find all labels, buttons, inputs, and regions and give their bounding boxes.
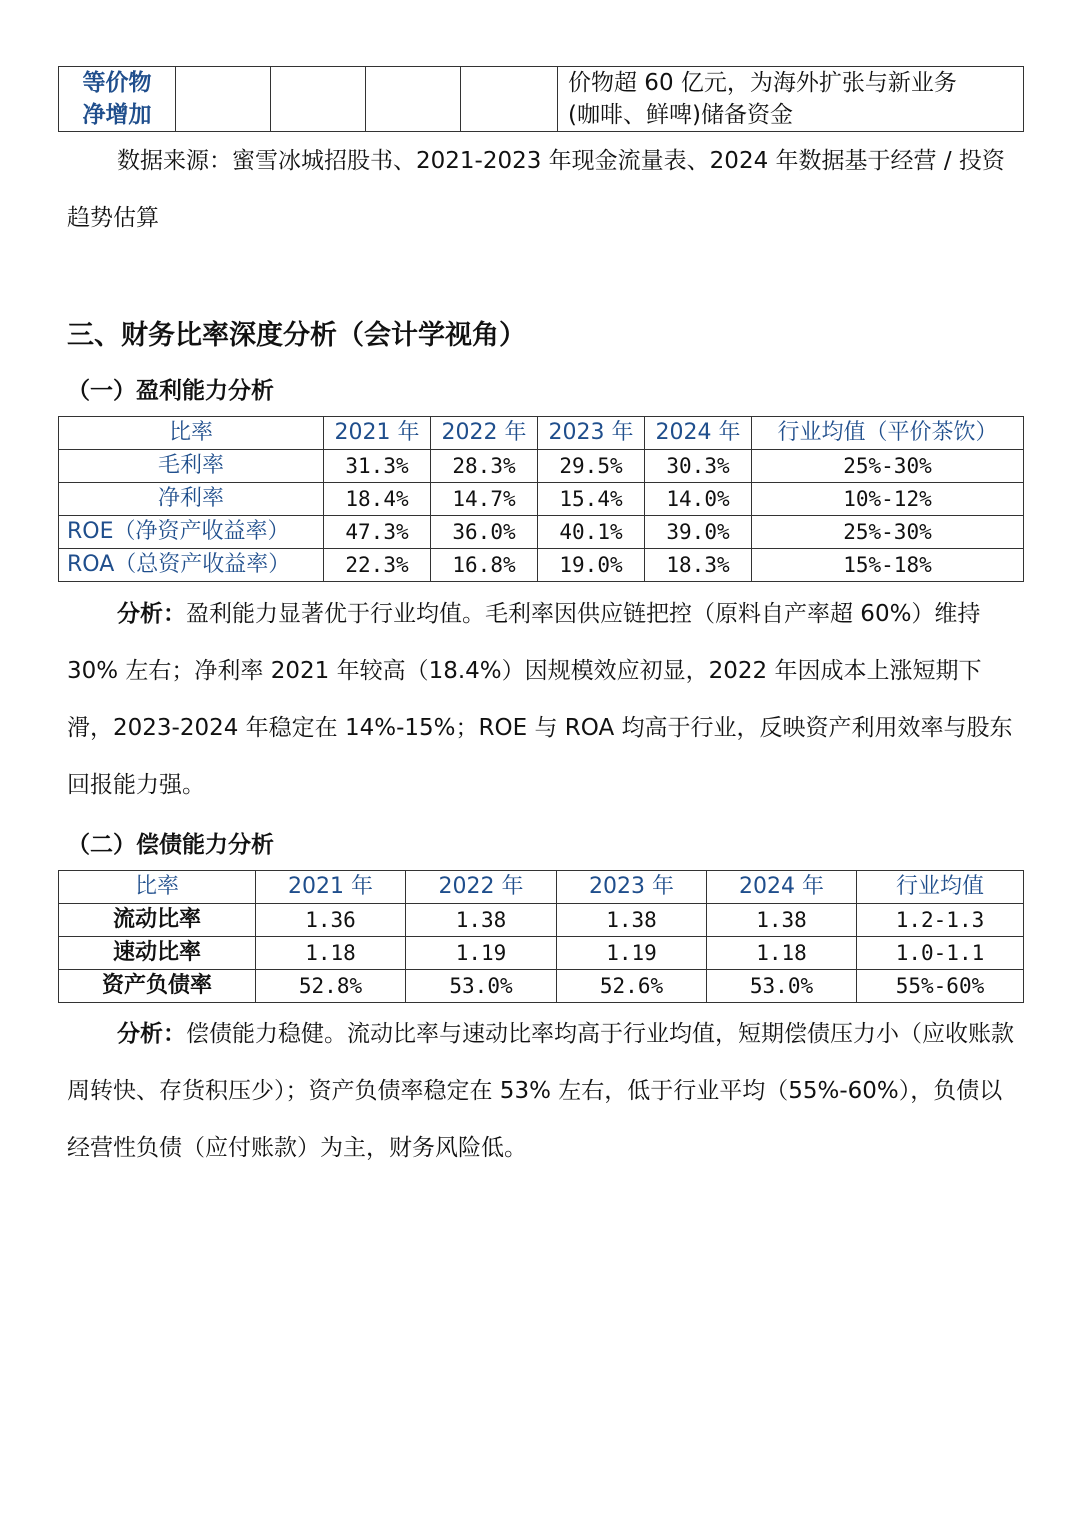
row-label: 流动比率 <box>59 904 256 937</box>
column-header: 2024 年 <box>645 417 752 450</box>
table-cell: 1.18 <box>256 937 406 970</box>
table-row <box>59 970 1024 1003</box>
table-cell: 1.19 <box>557 937 707 970</box>
table-cell: 29.5% <box>538 450 645 483</box>
table-header-row <box>59 417 1024 450</box>
column-header: 2023 年 <box>538 417 645 450</box>
table-cell: 15.4% <box>538 483 645 516</box>
row-label: ROA（总资产收益率） <box>59 549 324 582</box>
table-row <box>59 67 1024 132</box>
table-cell: 40.1% <box>538 516 645 549</box>
table-cell: 1.2-1.3 <box>857 904 1024 937</box>
table-cell: 52.8% <box>256 970 406 1003</box>
table-cell: 22.3% <box>324 549 431 582</box>
row-label <box>59 67 176 132</box>
column-header: 2024 年 <box>707 871 857 904</box>
row-description-line2: (咖啡、鲜啤)储备资金 <box>568 102 793 128</box>
table-cell: 10%-12% <box>752 483 1024 516</box>
table-cell: 53.0% <box>406 970 557 1003</box>
column-header: 比率 <box>59 417 324 450</box>
row-label-line1: 等价物 <box>82 70 152 96</box>
table-row <box>59 483 1024 516</box>
profit-subsection-title: （一）盈利能力分析 <box>67 378 274 404</box>
table-row <box>59 516 1024 549</box>
table-cell: 30.3% <box>645 450 752 483</box>
row-description <box>558 67 1024 132</box>
table-cell: 1.0-1.1 <box>857 937 1024 970</box>
row-label: 毛利率 <box>59 450 324 483</box>
table-header-row <box>59 871 1024 904</box>
section-title: 三、财务比率深度分析（会计学视角） <box>67 320 526 351</box>
profitability-table <box>58 416 1024 582</box>
table-cell: 39.0% <box>645 516 752 549</box>
profit-analysis <box>67 586 1017 814</box>
row-label: ROE（净资产收益率） <box>59 516 324 549</box>
column-header: 2022 年 <box>431 417 538 450</box>
empty-cell <box>366 67 461 132</box>
column-header: 比率 <box>59 871 256 904</box>
source-note: 数据来源：蜜雪冰城招股书、2021-2023 年现金流量表、2024 年数据基于经营 / 投资趋势估算 <box>67 148 1005 231</box>
analysis-text: 偿债能力稳健。流动比率与速动比率均高于行业均值，短期偿债压力小（应收账款周转快、存货积压少）；资产负债率稳定在 53% 左右，低于行业平均（55%-60%），负债以经营性负债（应付账款）为主，财务风险低。 <box>67 1021 1014 1161</box>
table-cell: 1.38 <box>707 904 857 937</box>
row-description-line1: 价物超 60 亿元，为海外扩张与新业务 <box>568 70 957 96</box>
analysis-label: 分析： <box>117 1021 186 1047</box>
table-row <box>59 450 1024 483</box>
cash-flow-table-fragment <box>58 66 1024 132</box>
table-cell: 1.38 <box>557 904 707 937</box>
solvency-subsection-title: （二）偿债能力分析 <box>67 832 274 858</box>
table-cell: 28.3% <box>431 450 538 483</box>
table-cell: 52.6% <box>557 970 707 1003</box>
solvency-table <box>58 870 1024 1003</box>
table-cell: 15%-18% <box>752 549 1024 582</box>
table-cell: 1.38 <box>406 904 557 937</box>
table-cell: 1.36 <box>256 904 406 937</box>
empty-cell <box>271 67 366 132</box>
column-header: 行业均值 <box>857 871 1024 904</box>
table-cell: 14.7% <box>431 483 538 516</box>
analysis-text: 盈利能力显著优于行业均值。毛利率因供应链把控（原料自产率超 60%）维持 30% 左右；净利率 2021 年较高（18.4%）因规模效应初显，2022 年因成本上涨短期下滑，2023-2024 年稳定在 14%-15%；ROE 与 ROA 均高于行业，反映资产利用效率与股东回报能力强。 <box>67 601 1013 798</box>
table-cell: 25%-30% <box>752 516 1024 549</box>
column-header: 2021 年 <box>324 417 431 450</box>
table-cell: 1.19 <box>406 937 557 970</box>
table-cell: 25%-30% <box>752 450 1024 483</box>
table-cell: 53.0% <box>707 970 857 1003</box>
table-cell: 31.3% <box>324 450 431 483</box>
column-header: 2022 年 <box>406 871 557 904</box>
table-row <box>59 549 1024 582</box>
row-label: 资产负债率 <box>59 970 256 1003</box>
analysis-label: 分析： <box>117 601 186 627</box>
table-cell: 14.0% <box>645 483 752 516</box>
table-cell: 19.0% <box>538 549 645 582</box>
row-label: 净利率 <box>59 483 324 516</box>
column-header: 行业均值（平价茶饮） <box>752 417 1024 450</box>
column-header: 2021 年 <box>256 871 406 904</box>
table-row <box>59 904 1024 937</box>
table-cell: 47.3% <box>324 516 431 549</box>
column-header: 2023 年 <box>557 871 707 904</box>
table-cell: 36.0% <box>431 516 538 549</box>
row-label-line2: 净增加 <box>82 102 152 128</box>
table-cell: 18.3% <box>645 549 752 582</box>
empty-cell <box>176 67 271 132</box>
solvency-analysis <box>67 1006 1017 1177</box>
table-cell: 16.8% <box>431 549 538 582</box>
table-cell: 55%-60% <box>857 970 1024 1003</box>
empty-cell <box>461 67 558 132</box>
table-cell: 1.18 <box>707 937 857 970</box>
table-cell: 18.4% <box>324 483 431 516</box>
row-label: 速动比率 <box>59 937 256 970</box>
table-row <box>59 937 1024 970</box>
